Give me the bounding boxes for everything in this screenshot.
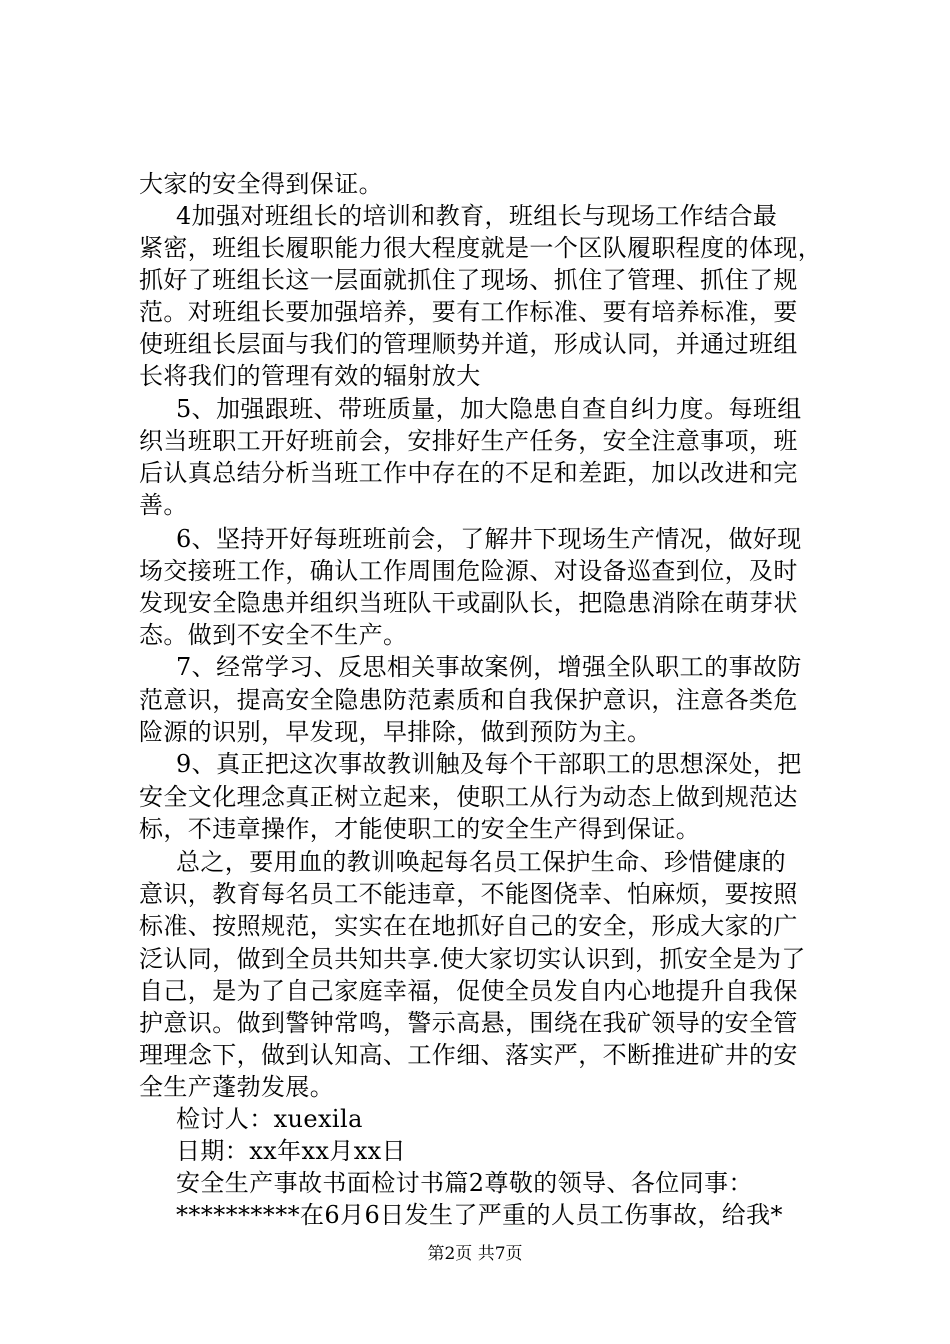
text-line: 4加强对班组长的培训和教育，班组长与现场工作结合最 (176, 202, 778, 230)
text-line: 织当班职工开好班前会，安排好生产任务，安全注意事项，班 (139, 427, 798, 455)
text-line: 范意识，提高安全隐患防范素质和自我保护意识，注意各类危 (139, 686, 798, 714)
text-line: 泛认同，做到全员共知共享.使大家切实认识到，抓安全是为了 (139, 945, 806, 973)
text-line: 意识，教育每名员工不能违章，不能图侥幸、怕麻烦，要按照 (139, 880, 798, 908)
text-line: 护意识。做到警钟常鸣，警示高悬，围绕在我矿领导的安全管 (139, 1009, 798, 1037)
text-line: 标准、按照规范，实实在在地抓好自己的安全，形成大家的广 (139, 912, 798, 940)
text-line: 善。 (139, 491, 188, 519)
text-line: 安全文化理念真正树立起来，使职工从行为动态上做到规范达 (139, 783, 798, 811)
text-line: 检讨人：xuexila (176, 1105, 363, 1133)
text-line: 大家的安全得到保证。 (139, 170, 383, 198)
text-line: 日期：xx年xx月xx日 (176, 1137, 407, 1165)
text-line: 后认真总结分析当班工作中存在的不足和差距，加以改进和完 (139, 459, 798, 487)
text-line: 标，不违章操作，才能使职工的安全生产得到保证。 (139, 815, 701, 843)
text-line: 总之，要用血的教训唤起每名员工保护生命、珍惜健康的 (176, 848, 786, 876)
text-line: 态。做到不安全不生产。 (139, 621, 408, 649)
text-line: 6、坚持开好每班班前会，了解井下现场生产情况，做好现 (176, 525, 802, 553)
text-line: 紧密，班组长履职能力很大程度就是一个区队履职程度的体现， (139, 234, 823, 262)
text-line: 范。对班组长要加强培养，要有工作标准、要有培养标准，要 (139, 298, 798, 326)
text-line: 使班组长层面与我们的管理顺势并道，形成认同，并通过班组 (139, 330, 798, 358)
text-line: 发现安全隐患并组织当班队干或副队长，把隐患消除在萌芽状 (139, 589, 798, 617)
text-line: 安全生产事故书面检讨书篇2尊敬的领导、各位同事： (176, 1169, 753, 1197)
page-footer: 第2页 共7页 (427, 1244, 523, 1264)
text-line: 9、真正把这次事故教训触及每个干部职工的思想深处，把 (176, 750, 802, 778)
text-line: 场交接班工作，确认工作周围危险源、对设备巡查到位，及时 (139, 557, 798, 585)
text-line: 5、加强跟班、带班质量，加大隐患自查自纠力度。每班组 (176, 395, 802, 423)
text-line: 自己，是为了自己家庭幸福，促使全员发自内心地提升自我保 (139, 977, 798, 1005)
text-line: 理理念下，做到认知高、工作细、落实严，不断推进矿井的安 (139, 1041, 798, 1069)
text-line: 抓好了班组长这一层面就抓住了现场、抓住了管理、抓住了规 (139, 266, 798, 294)
text-line: 7、经常学习、反思相关事故案例，增强全队职工的事故防 (176, 653, 802, 681)
text-line: 长将我们的管理有效的辐射放大 (139, 362, 481, 390)
text-line: 全生产蓬勃发展。 (139, 1073, 335, 1101)
text-line: 险源的识别，早发现，早排除，做到预防为主。 (139, 718, 652, 746)
text-line: **********在6月6日发生了严重的人员工伤事故，给我* (176, 1201, 783, 1229)
